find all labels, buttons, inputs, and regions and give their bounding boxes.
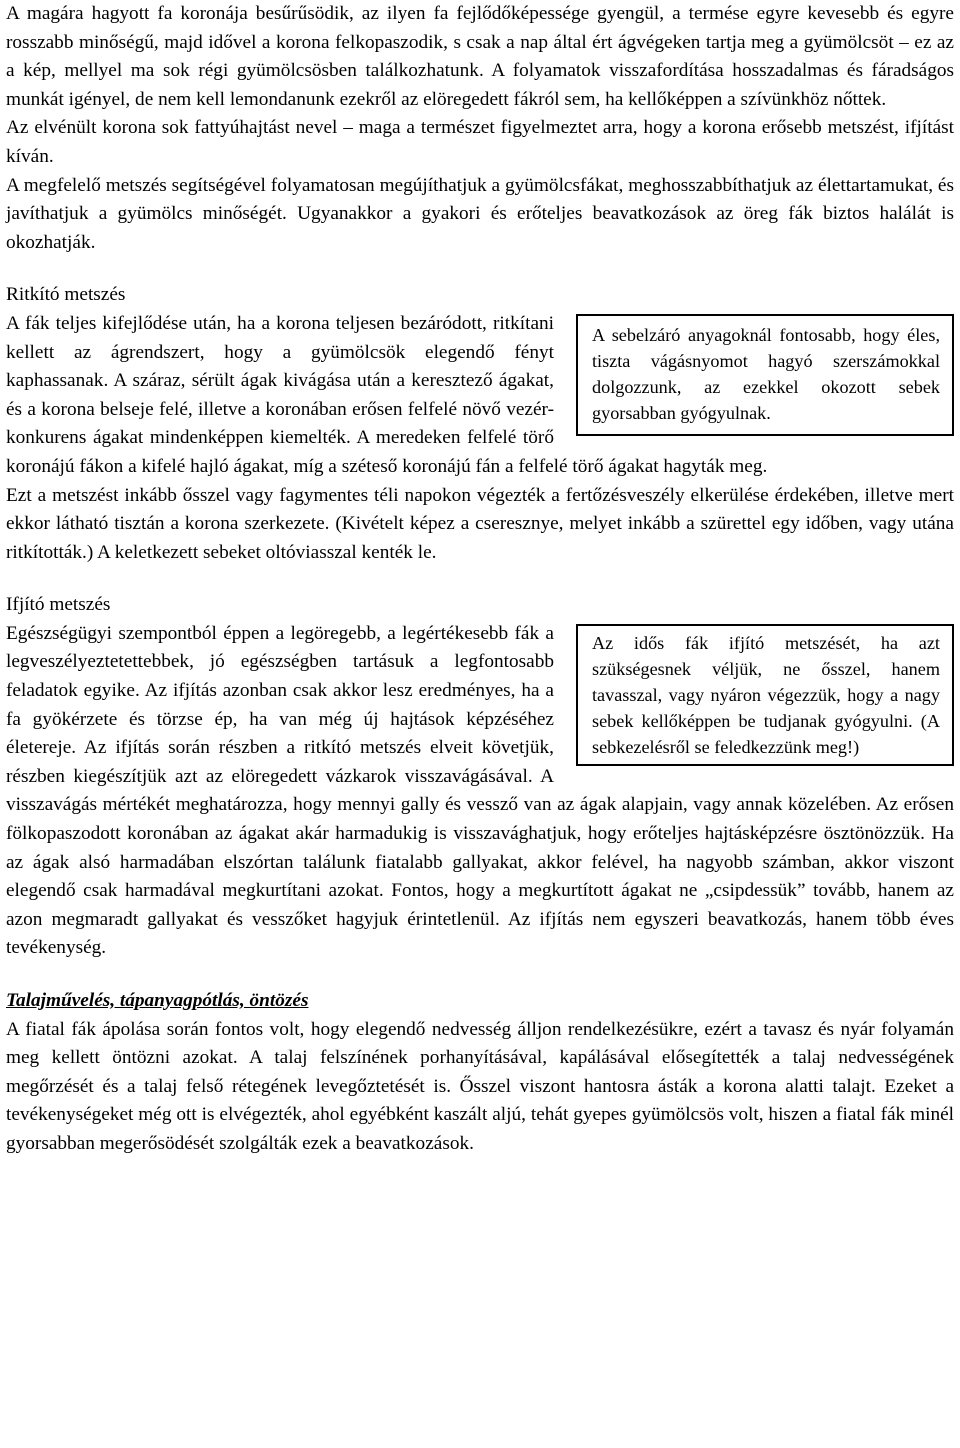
intro-paragraph-2: Az elvénült korona sok fattyúhajtást nevel – maga a természet figyelmeztet arra, hogy a korona erősebb metszést, ifjítást kíván. (6, 117, 954, 167)
rejuvenation-paragraph-1: Egészségügyi szempontból éppen a legöregebb, a legértékesebb fák a legveszélyeztetettebbek, jó egészségben tartásuk a legfontosabb feladatok egyike. Az ifjítás azonban csak akkor lesz eredményes, ha a fa gyökérzete és törzse ép, ha van még új hajtások képzéséhez életereje. Az ifjítás során részben a ritkító metszés elveit követjük, részben kiegészítjük azt az elöregedett vázkarok visszavágásával. A visszavágás mértékét meghatározza, hogy mennyi gally és vessző van az ágak alapjain, vagy annak közelében. Az erősen fölkopaszodott koronában az ágakat akár harmadukig is visszavághatjuk, hogy erőteljes hajtásképzésre ösztönözzük. Ha az ágak alsó harmadában elszórtan találunk fiatalabb gallyakat, akkor felével, ha nagyobb számban, akkor viszont elegendő csak harmadával megkurtítani azokat. Fontos, hogy a megkurtított ágakat ne „csipdessük” tovább, hanem az azon megmaradt gallyakat és vesszőket hagyjuk érintetlenül. Az ifjítás nem egyszeri beavatkozás, hanem több éves tevékenység. (6, 622, 954, 959)
thinning-paragraph-1: A fák teljes kifejlődése után, ha a korona teljesen bezáródott, ritkítani kellett az ágrendszert, hogy a gyümölcsök elegendő fényt kaphassanak. A száraz, sérült ágak kivágása után a keresztező ágakat, és a korona belseje felé, illetve a koronában erősen felfelé növő vezér-konkurens ágakat mindenképpen kiemelték. A meredeken felfelé törő koronájú fákon a kifelé hajló ágakat, míg a széteső koronájú fán a felfelé törő ágakat hagyták meg. (6, 312, 768, 477)
section-heading-rejuvenation: Ifjító metszés (6, 594, 111, 616)
section-heading-soil: Talajművelés, tápanyagpótlás, öntözés (6, 990, 309, 1011)
section-heading-thinning: Ritkító metszés (6, 284, 126, 306)
thinning-paragraph-2: Ezt a metszést inkább ősszel vagy fagymentes téli napokon végezték a fertőzésveszély elkerülése érdekében, illetve mert ekkor látható tisztán a korona szerkezete. (Kivételt képez a cseresznye, melyet inkább a szürettel egy időben, vagy utána ritkították.) A keletkezett sebeket oltóviasszal kenték le. (6, 484, 954, 563)
document-page (6, 0, 954, 1159)
intro-paragraph-1: A magára hagyott fa koronája besűrűsödik, az ilyen fa fejlődőképessége gyengül, a termése egyre kevesebb és egyre rosszabb minőségű, majd idővel a korona felkopaszodik, s csak a nap által ért ágvégeken tartja meg a gyümölcsöt – ez az a kép, mellyel ma sok régi gyümölcsösben találkozhatunk. A folyamatok visszafordítása hosszadalmas és fáradságos munkát igényel, de nem kell lemondanunk ezekről az elöregedett fákról sem, ha kellőképpen a szívünkhöz nőttek. (6, 3, 954, 110)
soil-paragraph-1: A fiatal fák ápolása során fontos volt, hogy elegendő nedvesség álljon rendelkezésükre, ezért a tavasz és nyár folyamán meg kellett öntözni azokat. A talaj felszínének porhanyításával, kapálásával elősegítették a talaj nedvességének megőrzését és a talaj felső rétegének levegőztetését is. Ősszel viszont hantosra ásták a korona alatti talajt. Ezeket a tevékenységeket még ott is elvégezték, ahol egyébként kaszált aljú, tehát gyepes gyümölcsös volt, hiszen a fiatal fák minél gyorsabban megerősödését szolgálták ezek a beavatkozások. (6, 1018, 954, 1154)
intro-paragraph-3: A megfelelő metszés segítségével folyamatosan megújíthatjuk a gyümölcsfákat, meghosszabbíthatjuk az élettartamukat, és javíthatjuk a gyümölcs minőségét. Ugyanakkor a gyakori és erőteljes beavatkozások az öreg fák biztos halálát is okozhatják. (6, 174, 954, 253)
tip-box-wound-care: A sebelzáró anyagoknál fontosabb, hogy éles, tiszta vágásnyomot hagyó szerszámokkal dolgozzunk, az ezekkel okozott sebek gyorsabban gyógyulnak. (576, 314, 954, 436)
tip-box-rejuvenation-timing: Az idős fák ifjító metszését, ha azt szükségesnek véljük, ne ősszel, hanem tavasszal, vagy nyáron végezzük, hogy a nagy sebek kellőképpen be tudjanak gyógyulni. (A sebkezelésről se feledkezzünk meg!) (576, 624, 954, 766)
